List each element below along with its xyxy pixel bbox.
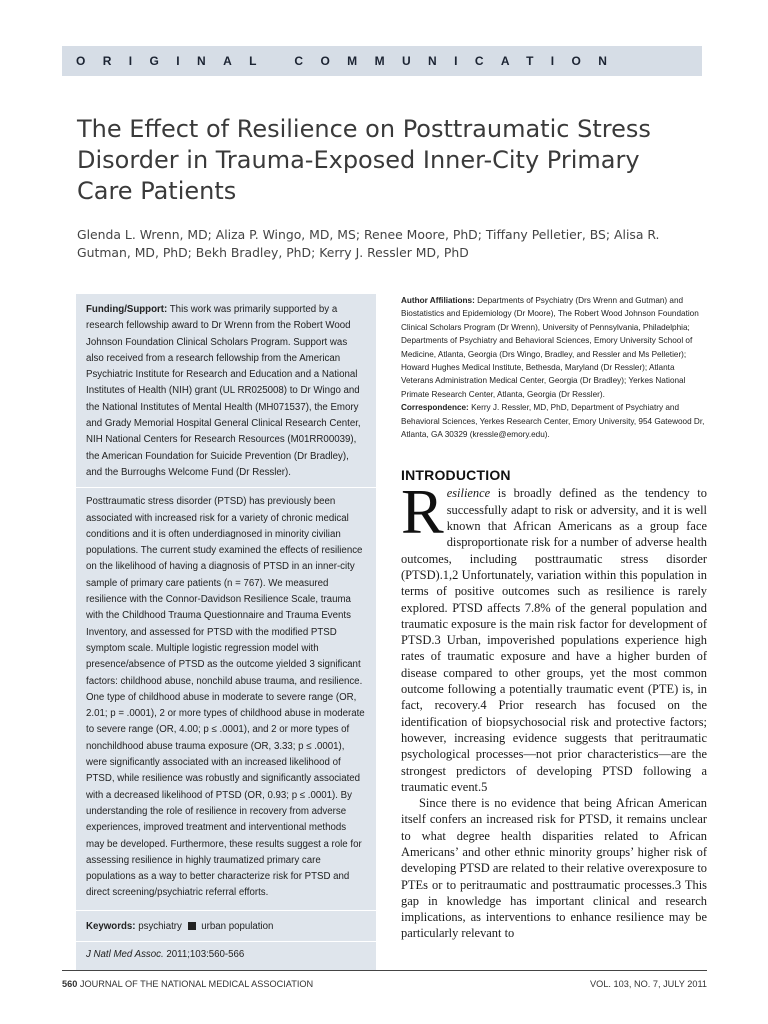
abstract-summary: Posttraumatic stress disorder (PTSD) has previously been associated with increased risk for a variety of chronic medical conditions and it is often underdiagnosed in minority civilian populations. The current study examined the effects of resilience on the likelihood of having a diagnosis of PTSD in an inner-city sample of primary care patients (n = 767). We measured resilience with the Connor-Davidson Resilience Scale, trauma with the Childhood Trauma Questionnaire and Trauma Events Inventory, and assessed for PTSD with the modified PTSD symptom scale. Multiple logistic regression model with presence/absence of PTSD as the outcome yielded 3 significant factors: childhood abuse, nonchild abuse trauma, and resilience. One type of childhood abuse in moderate to severe range (OR, 2.01; p = .0001), 2 or more types of childhood abuse in moderate to severe range (OR, 4.00; p ≤ .0001), and 2 or more types of nonchildhood abuse trauma exposure (OR, 3.33; p ≤ .0001), were significantly associated with an increased likelihood of PTSD, while resilience was robustly and significantly associated with a decreased likelihood of PTSD (OR, 0.93; p ≤ .0001). By understanding the role of resilience in recovery from adverse experiences, improved treatment and interventional methods may be developed. Furthermore, these results suggest a role for assessing resilience in highly traumatized primary care populations as a way to better characterize risk for PTSD and direct screening/psychiatric referral efforts.	[86, 496, 365, 899]
footer-journal	[62, 979, 313, 989]
drop-cap: R	[401, 476, 444, 548]
section-banner	[62, 46, 702, 76]
keyword: psychiatry	[138, 920, 182, 932]
correspondence	[401, 401, 707, 441]
correspondence-label: Correspondence:	[401, 403, 469, 413]
keywords	[86, 911, 366, 941]
page-number: 560	[62, 979, 78, 989]
correspondence-text: Kerry J. Ressler, MD, PhD, Department of Psychiatry and Behavioral Sciences, Yerkes Research Center, Emory University, 954 Gatewood Dr, Atlanta, GA 30329 (kressle@emory.edu).	[401, 403, 705, 440]
affiliations-text: Departments of Psychiatry (Drs Wrenn and Gutman) and Biostatistics and Epidemiology (Dr Moore), The Robert Wood Johnson Foundation Clinical Scholars Program (Dr Wrenn), University of Pennsylvania, Philadelphia; Departments of Psychiatry and Behavioral Sciences, Emory University School of Medicine, Atlanta, Georgia (Drs Wingo, Bradley, and Ressler and Ms Pelletier); Howard Hughes Medical Institute, Bethesda, Maryland (Dr Ressler); Atlanta Veterans Administration Medical Center, Georgia (Dr Bradley); Yerkes National Primate Research Center, Atlanta, Georgia (Dr Ressler).	[401, 296, 699, 399]
keyword: urban population	[201, 920, 274, 932]
section-heading: INTRODUCTION	[401, 467, 511, 484]
article-title: The Effect of Resilience on Posttraumatic Stress Disorder in Trauma-Exposed Inner-City Primary Care Patients	[77, 115, 651, 205]
funding-label: Funding/Support:	[86, 304, 168, 315]
citation	[86, 942, 366, 963]
keywords-label: Keywords:	[86, 920, 136, 932]
right-column	[401, 294, 707, 942]
funding-text: This work was primarily supported by a research fellowship award to Dr Wrenn from the Robert Wood Johnson Foundation Clinical Scholars Program. Support was also received from a research fellowship from the American Psychiatric Institute for Research and Education and a National Institutes of Health (NIH) grant (UL RR025008) to Dr Wingo and the National Institutes of Mental Health (MH071537), the Emory and Grady Memorial Hospital General Clinical Research Center, NIH National Centers for Research Resources (M01RR00039), the American Foundation for Suicide Prevention (Dr Bradley), and the Burroughs Welcome Fund (Dr Ressler).	[86, 304, 361, 478]
author-list: Glenda L. Wrenn, MD; Aliza P. Wingo, MD, MS; Renee Moore, PhD; Tiffany Pelletier, BS; Alisa R. Gutman, MD, PhD; Bekh Bradley, PhD; Kerry J. Ressler MD, PhD	[77, 227, 660, 260]
section-label: ORIGINAL COMMUNICATION	[76, 54, 625, 68]
emphasis-word: esilience	[446, 486, 491, 501]
journal-name: JOURNAL OF THE NATIONAL MEDICAL ASSOCIATION	[77, 979, 314, 989]
page-footer	[62, 970, 707, 989]
funding-statement	[86, 294, 366, 487]
paragraph-text: is broadly defined as the tendency to successfully adapt to risk or adversity, and it is well known that African Americans as a group face disproportionate risk for a number of adverse health outcomes, including posttraumatic stress disorder (PTSD).1,2 Unfortunately, variation within this population in terms of positive outcomes such as resilience is rarely explored. PTSD affects 7.8% of the general population and traumatic exposure is the main risk factor for development of PTSD.3 Urban, impoverished populations experience high rates of traumatic exposure and have a higher burden of disease compared to other groups, yet the most common outcome following a potentially traumatic event (PTE) is, in fact, recovery.4 Prior research has focused on the identification of biopsychosocial risk and protective factors; however, increasing evidence suggests that peritraumatic psychological processes—not prior characteristics—are the strongest predictors of developing PTSD following a traumatic event.5	[401, 486, 707, 794]
citation-detail: 2011;103:560-566	[163, 948, 245, 960]
footer-volume: VOL. 103, NO. 7, JULY 2011	[590, 979, 707, 989]
author-affiliations	[401, 294, 707, 401]
affiliations-label: Author Affiliations:	[401, 296, 475, 305]
body-paragraph	[401, 476, 707, 795]
square-bullet-icon	[188, 922, 196, 930]
body-paragraph: Since there is no evidence that being African American itself confers an increased risk for PTSD, it remains unclear to what degree health disparities related to African Americans’ and other ethnic minority groups’ higher risk of developing PTSD are related to their relative overexposure to PTEs or to peritraumatic and posttraumatic processes.3 This gap in knowledge has important clinical and research implications, as interventions to enhance resilience may be particularly relevant to	[401, 796, 707, 941]
abstract-box	[76, 294, 376, 971]
citation-journal: J Natl Med Assoc.	[86, 948, 164, 960]
